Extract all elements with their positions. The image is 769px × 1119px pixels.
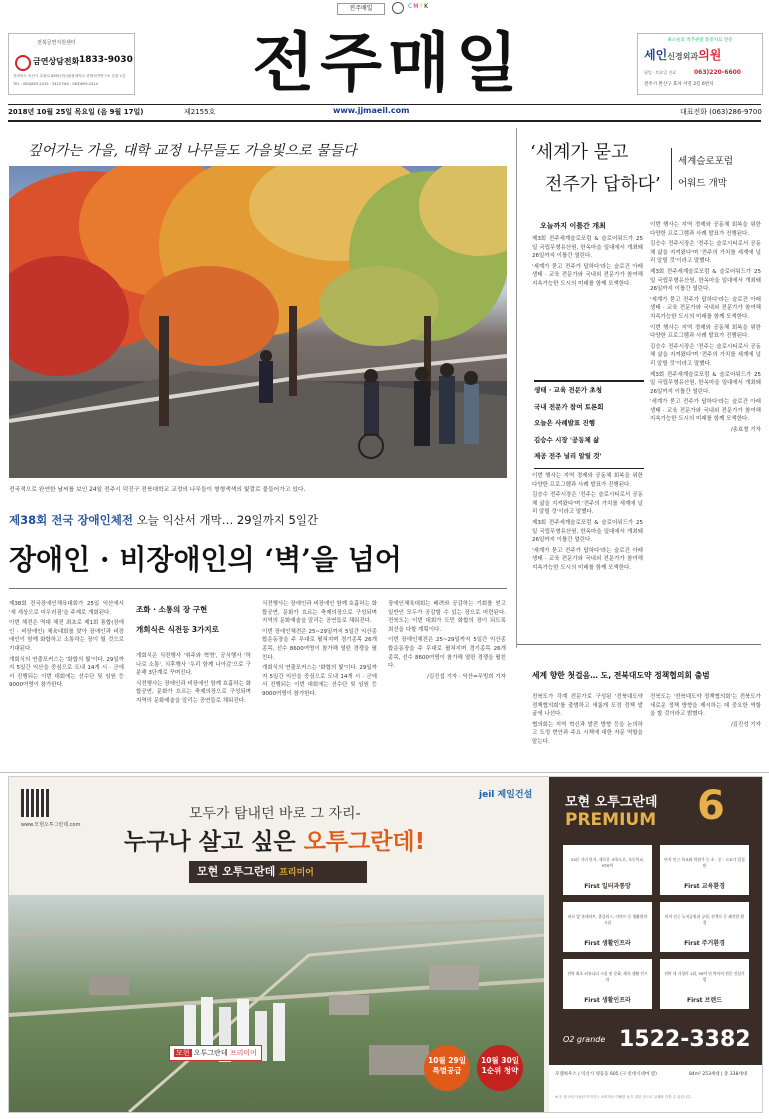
left-ad-phone: 1833-9030 [79, 55, 133, 65]
ad-top-rule [0, 772, 769, 773]
forum-side-rule [671, 148, 672, 190]
registration-mark [392, 2, 404, 14]
ad-right-premium-number: 6 [697, 783, 725, 829]
left-ad-line1: 전라북도 익산시 무왕로 895(신동)원광대학교 종합의학연구소 본관 1층 [13, 74, 126, 78]
disability-subhead-1: 조화 · 소통의 장 구현 [136, 605, 208, 614]
forum-side-title-2: 어워드 개막 [678, 178, 727, 189]
disability-kicker: 제38회 전국 장애인체전 오늘 익산서 개막… 29일까지 5일간 [9, 513, 319, 527]
dateline-top-rule [8, 104, 761, 105]
dateline-bottom-rule [8, 120, 761, 122]
forum-side-title-1: 세계슬로포럼 [678, 156, 734, 167]
ad-website[interactable]: www.모현오투그란데.com [21, 822, 81, 828]
premium-box-4: 단지 인근 녹지공원과 공원, 산책로 등 쾌적한 환경 First 주거환경 [660, 902, 749, 952]
forum-left-rule [516, 128, 517, 648]
left-ad-org: 전북금연지원센터 [37, 40, 76, 46]
map-badge: 모현 오투그란데 프리미어 [169, 1045, 262, 1061]
left-ad-title: 금연상담전화 [33, 57, 80, 66]
qr-code[interactable] [21, 789, 49, 817]
welfare-headline: 세계 향한 첫걸음… 도, 전북대도약 정책협의회 출범 [532, 671, 710, 680]
forum-headline-1: ‘세계가 묻고 [530, 142, 629, 163]
disability-byline: /김진섭 기자 · 익산=무빙희 기자 [427, 673, 506, 680]
dateline-date: 2018년 10월 25일 목요일 (음 9월 17일) [8, 108, 144, 116]
premium-box-1: 25분 거리 단지, 새로운 교육도로, 초등학교, KTX역 First 일터과통망 [563, 845, 652, 895]
forum-pullquote: 생태 · 교육 전문가 초청 국내 전문가 참여 토론회 오늘은 사례발표 진행 김승수 시장 '공동체 삶 제공 전주 널리 알릴 것' [534, 380, 644, 469]
ad-headline: 누구나 살고 싶은 오투그란데! [124, 829, 426, 855]
right-ad-name: 세인신경외과의원 [644, 48, 722, 62]
ad-right-premium: PREMIUM [565, 810, 657, 830]
photo-caption: 전국적으로 완연한 날씨를 보인 24일 전주시 덕진구 전북대학교 교정의 나무들이 형형색색의 빛깔로 물들어가고 있다. [9, 487, 306, 493]
campus-autumn-photo [9, 166, 507, 478]
ad-phone[interactable]: 1522-3382 [619, 1027, 751, 1052]
premium-box-5: 전북 최초 커뮤니티 시설 및 문화, 레저 생활 인프라 First 생활인프라 [563, 959, 652, 1009]
photo-headline: 깊어가는 가을, 대학 교정 나무들도 가을빛으로 물들다 [28, 143, 357, 159]
first-priority-date-badge: 10월 30일 1순위 청약 [477, 1045, 523, 1091]
ad-brand-bar: 모현 오투그란데 프리미어 [189, 861, 367, 883]
disability-col-2: 개회식은 식전행사 '취주와 혁명', 공식행사 '하나로 소통', 식후행사 '우리 함께 나아감'으로 구분해 3단계로 꾸며진다. 식전행사는 장애인과 비장애인 함께 호흡하는 화합공연, 문화가 흐르는 축제의장으로 구성되며 지역의 문화예술을 알리는 공연들로 채워진다. [136, 653, 251, 704]
welfare-byline: /김진성 기자 [730, 721, 761, 728]
right-ad-hours: 평일 · 토요일 진료 [644, 70, 677, 75]
builder-logo: jeil 제일건설 [479, 790, 533, 800]
forum-byline: /송효철 기자 [730, 427, 761, 434]
masthead-right-ad [637, 33, 763, 95]
forum-body-left: 제3회 전주세계슬로포럼 & 슬로어워드가 25일 국립무형유산원, 한옥마을 일대에서 개최돼 26일까지 이틀간 열린다. '세계가 묻고 전주가 답하다'라는 슬로건 아래 생태 · 교육 전문가와 국내외 전문가가 참여해 지속가능한 도시의 미래를 함께 모색한다. [532, 236, 643, 287]
disability-subhead-2: 개회식은 식전등 3가지로 [136, 625, 219, 634]
print-top-label: 전주매일 [337, 3, 385, 15]
phone-brand: O2 grande [563, 1035, 606, 1044]
apartment-ad [8, 776, 763, 1113]
disability-col-3: 식전행사는 장애인과 비장애인 함께 호흡하는 화합공연, 문화가 흐르는 축제의장으로 구성되며 지역의 문화예술을 알리는 공연들로 채워진다. 이번 장애인체전은 25~29일까지 5일간 익산종합운동장을 주 무대로 펼쳐지며 경기종목 26개 종목, 선수 8600여명이 참가해 열띤 경쟁을 펼친다. 개회식의 연출포커스는 '화합의 빛'이다. 29일까지 5일간 익산을 중심으로 도내 14개 시 · 군에서 진행되는 이번 대회에는 선수단 및 임원 등 9000여명이 참가한다. [262, 601, 377, 697]
website-link[interactable]: www.jjmaeil.com [333, 106, 410, 115]
disability-rule [9, 588, 507, 589]
premium-box-3: 바로 앞 롯데마트, 홈플러스, 이마트 등 생활편의시설 First 생활인프라 [563, 902, 652, 952]
forum-headline-2: 전주가 답하다’ [545, 174, 661, 195]
right-ad-phone: 063)220-6600 [694, 69, 741, 76]
welfare-top-rule [517, 644, 761, 645]
masthead-left-ad [8, 33, 135, 95]
ad-right-panel [549, 777, 762, 1112]
welfare-col-1: 전북도가 각계 전문가로 구성된 '전북대도약 정책협의회'를 출범하고 새롭게 도정 정책 발굴에 나선다. 협의회는 지역 혁신과 발전 방향 등을 논의하고 도정 현안과 주요 시책에 대한 자문 역할을 맡는다. [532, 694, 643, 745]
aerial-map [9, 895, 544, 1112]
newspaper-title: 전주매일 [252, 26, 524, 101]
disability-headline: 장애인 · 비장애인의 ‘벽’을 넘어 [9, 543, 402, 576]
ad-tagline: 모두가 탐내던 바로 그 자리- [189, 806, 361, 822]
disability-col-4: 장애인체육대회는 배려와 공감하는 기회를 얻고 일반인 모두가 공감할 수 있는 장으로 마련된다. 전북도는 이번 대회가 도민 화합의 장이 되도록 최선을 다할 계획이다. 이번 장애인체전은 25~29일까지 5일간 익산종합운동장을 주 무대로 펼쳐지며 경기종목 26개 종목, 선수 8600여명이 참가해 열띤 경쟁을 펼친다. /김진섭 기자 · 익산=무빙희 기자 [388, 601, 506, 680]
ad-right-title: 모현 오투그란데 [565, 795, 658, 810]
ad-bottom-strip: 모델하우스 | 익산시 영등동 605 (구 롯데시네마 옆) 84m² 253세대 | 총 338세대 ※ 본 광고에 사용된 이미지는 소비자의 이해를 돕기 위한 것으로 실제와 다를 수 있습니다. [549, 1065, 762, 1112]
special-supply-date-badge: 10월 29일 특별공급 [424, 1045, 470, 1091]
forum-body-left-lower: 이번 행사는 지역 경제와 공동체 회복을 위한 다양한 프로그램과 사례 발표가 진행된다. 김승수 전주시장은 '전주는 슬로시티로서 공동체 삶을 지켜왔다'며 '전주의 가치를 세계에 널리 알릴 것'이라고 말했다. 제3회 전주세계슬로포럼 & 슬로어워드가 25일 국립무형유산원, 한옥마을 일대에서 개최돼 26일까지 이틀간 열린다. '세계가 묻고 전주가 답하다'라는 슬로건 아래 생태 · 교육 전문가와 국내외 전문가가 참여해 지속가능한 도시의 미래를 함께 모색한다. [532, 473, 643, 571]
welfare-col-2: 전북도는 '전북대도약 정책협의회'는 전북도가 새로운 정책 방향을 제시하는 데 중요한 역할을 할 것이라고 밝혔다. /김진성 기자 [650, 694, 761, 728]
cmyk-marks: CMYK [408, 3, 429, 10]
disability-col-1: 제38회 전국장애인체육대회가 25일 익산에서 '새 세상으로 어우러짐'을 주제로 개회된다. 이번 체전은 역대 체전 최초로 제1회 통합(장애인 · 비장애인) 체육대회를 맞아 장애인과 비장애인이 함께 화합하고 소통하는 장이 될 것으로 기대된다. 개회식의 연출포커스는 '화합의 빛'이다. 29일까지 5일간 익산을 중심으로 도내 14개 시 · 군에서 진행되는 이번 대회에는 선수단 및 임원 등 9000여명이 참가한다. [9, 601, 124, 689]
left-ad-line2: TEL : 063)859-2419 · 2410 FAX : 063)859-2414 [13, 82, 98, 86]
premium-box-2: 단지 인근 학교와 학원가 등 초 · 중 · 고교가 밀집된 First 교육환경 [660, 845, 749, 895]
premium-box-6: 전북 내 가성비 1위, 30여 년 역사의 전문 건설기업 First 브랜드 [660, 959, 749, 1009]
right-ad-addr: 전주시 완산구 효자 서연 2길 6번지 [644, 82, 714, 87]
dateline-issue: 제2155호 [184, 108, 216, 116]
forum-body-right: 이번 행사는 지역 경제와 공동체 회복을 위한 다양한 프로그램과 사례 발표가 진행된다. 김승수 전주시장은 '전주는 슬로시티로서 공동체 삶을 지켜왔다'며 '전주의 가치를 세계에 널리 알릴 것'이라고 말했다. 제3회 전주세계슬로포럼 & 슬로어워드가 25일 국립무형유산원, 한옥마을 일대에서 개최돼 26일까지 이틀간 열린다. '세계가 묻고 전주가 답하다'라는 슬로건 아래 생태 · 교육 전문가와 국내외 전문가가 참여해 지속가능한 도시의 미래를 함께 모색한다. 이번 행사는 지역 경제와 공동체 회복을 위한 다양한 프로그램과 사례 발표가 진행된다. 김승수 전주시장은 '전주는 슬로시티로서 공동체 삶을 지켜왔다'며 '전주의 가치를 세계에 널리 알릴 것'이라고 말했다. 제3회 전주세계슬로포럼 & 슬로어워드가 25일 국립무형유산원, 한옥마을 일대에서 개최돼 26일까지 이틀간 열린다. '세계가 묻고 전주가 답하다'라는 슬로건 아래 생태 · 교육 전문가와 국내외 전문가가 참여해 지속가능한 도시의 미래를 함께 모색한다. /송효철 기자 [650, 222, 761, 434]
forum-subhead: 오늘까지 이틀간 개최 [540, 222, 606, 230]
right-ad-tagline: 최소술의 척추관절 통증치료 전문 [667, 38, 733, 43]
no-smoking-icon [15, 55, 31, 71]
dateline-phone: 대표전화 (063)286-9700 [680, 108, 762, 116]
